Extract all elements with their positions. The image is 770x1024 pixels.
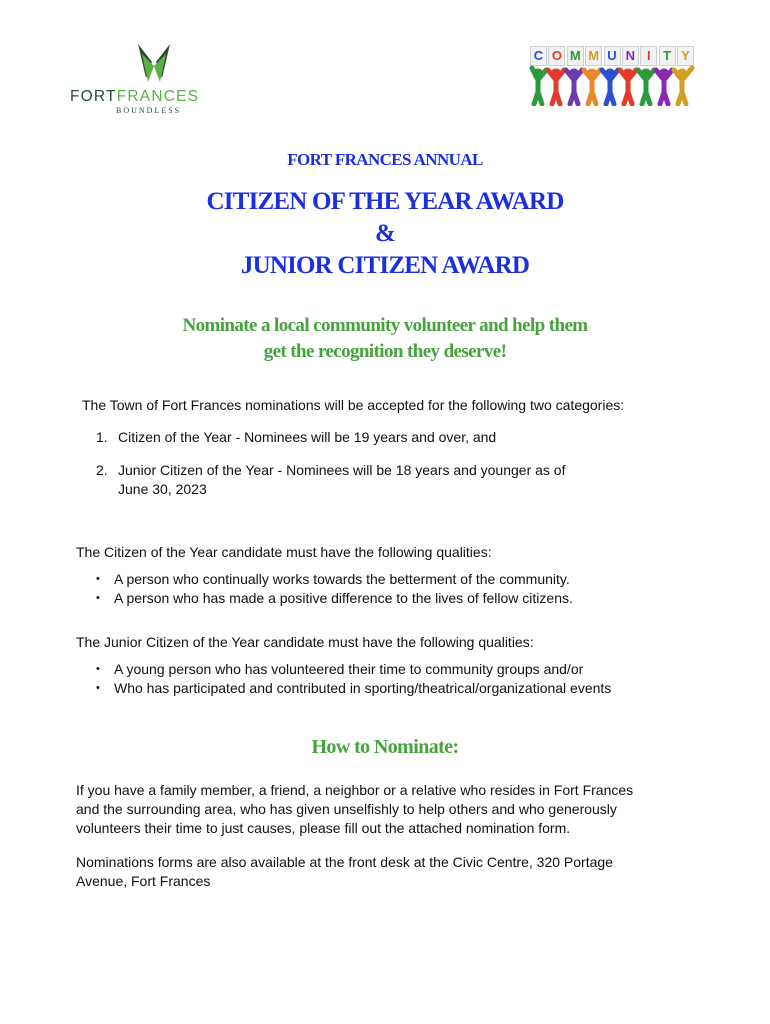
community-letters: C O M M U N I T Y — [530, 46, 694, 66]
tagline-line2: get the recognition they deserve! — [263, 341, 507, 362]
junior-qualities-intro: The Junior Citizen of the Year candidate must have the following qualities: — [76, 634, 534, 650]
bullet-icon: • — [96, 592, 100, 604]
how-to-paragraph-line: volunteers their time to just causes, please fill out the attached nomination form. — [76, 820, 571, 836]
annual-heading: FORT FRANCES ANNUAL — [287, 150, 483, 169]
how-to-paragraph-line: and the surrounding area, who has given unselfishly to help others and who generously — [76, 801, 617, 817]
junior-quality-item: A young person who has volunteered their time to community groups and/or — [114, 661, 584, 677]
how-to-paragraph-line: If you have a family member, a friend, a neighbor or a relative who resides in Fort Frances — [76, 782, 634, 798]
community-logo — [528, 44, 696, 106]
bullet-icon: • — [96, 682, 100, 694]
citizen-quality-item: A person who continually works towards the betterment of the community. — [114, 571, 570, 587]
citizen-quality-item: A person who has made a positive difference to the lives of fellow citizens. — [114, 590, 573, 606]
availability-line: Nominations forms are also available at the front desk at the Civic Centre, 320 Portage — [76, 854, 613, 870]
bullet-icon: • — [96, 663, 100, 675]
category-number: 1. — [96, 429, 108, 445]
category-number: 2. — [96, 462, 108, 478]
how-to-nominate-heading: How to Nominate: — [311, 736, 459, 758]
junior-quality-item: Who has participated and contributed in sporting/theatrical/organizational events — [114, 680, 612, 696]
fort-frances-wordmark: FORTFRANCES — [70, 88, 200, 105]
logo-tagline: BOUNDLESS — [116, 106, 182, 115]
citizen-qualities-intro: The Citizen of the Year candidate must have the following qualities: — [76, 544, 492, 560]
categories-intro: The Town of Fort Frances nominations will be accepted for the following two categories: — [82, 397, 625, 413]
category-item: Junior Citizen of the Year - Nominees will be 18 years and younger as of — [118, 462, 566, 478]
award-title-ampersand: & — [374, 220, 396, 247]
community-people-icon — [528, 62, 696, 106]
category-item: Citizen of the Year - Nominees will be 19 years and over, and — [118, 429, 497, 445]
bullet-icon: • — [96, 573, 100, 585]
category-item-continued: June 30, 2023 — [118, 481, 207, 497]
tagline-line1: Nominate a local community volunteer and help them — [182, 315, 588, 336]
award-title-line3: JUNIOR CITIZEN AWARD — [240, 252, 530, 279]
availability-line: Avenue, Fort Frances — [76, 873, 211, 889]
fort-frances-bird-icon — [132, 42, 176, 86]
award-title-line1: CITIZEN OF THE YEAR AWARD — [206, 188, 564, 215]
fort-frances-logo — [68, 42, 238, 120]
